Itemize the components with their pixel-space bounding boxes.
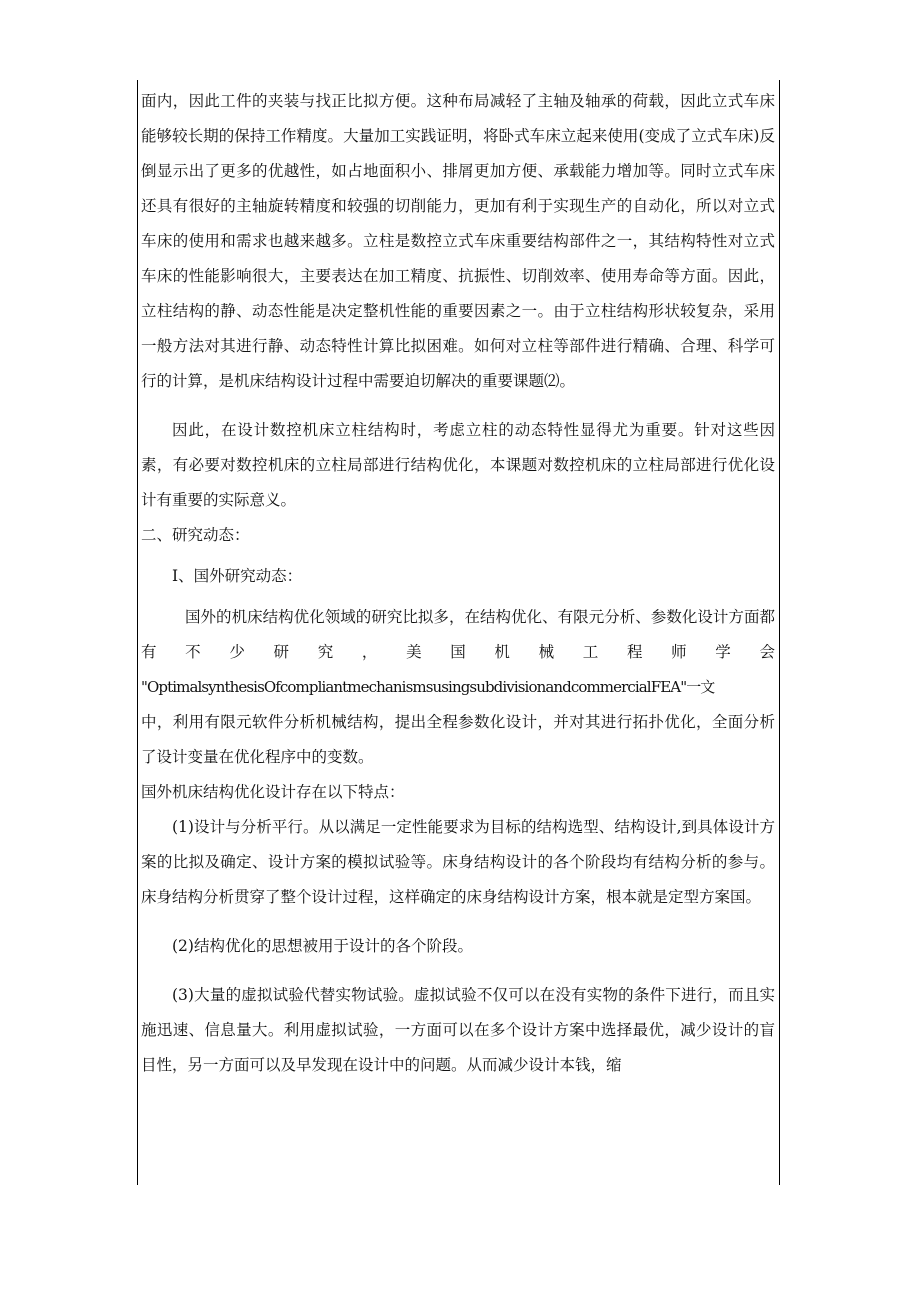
paragraph-paper-title: "OptimalsynthesisOfcompliantmechanismsusingsubdivisionandcommercialFEA"一文 [141,678,715,696]
section-heading-research-status: 二、研究动态： [141,526,250,544]
list-item-feature-1: (1)设计与分析平行。从以满足一定性能要求为目标的结构选型、结构设计,到具体设计方案的比拟及确定、设计方案的模拟试验等。床身结构设计的各个阶段均有结构分析的参与。床身结构分析贯穿了整个设计过程，这样确定的床身结构设计方案，根本就是定型方案国。 [141,818,775,906]
paragraph-vertical-lathe-intro: 面内，因此工件的夹装与找正比拟方便。这种布局减轻了主轴及轴承的荷载，因此立式车床能够较长期的保持工作精度。大量加工实践证明，将卧式车床立起来使用(变成了立式车床)反倒显示出了更多的优越性，如占地面积小、排屑更加方便、承载能力增加等。同时立式车床还具有很好的主轴旋转精度和较强的切削能力，更加有利于实现生产的自动化，所以对立式车床的使用和需求也越来越多。立柱是数控立式车床重要结构部件之一，其结构特性对立式车床的性能影响很大，主要表达在加工精度、抗振性、切削效率、使用寿命等方面。因此，立柱结构的静、动态性能是决定整机性能的重要因素之一。由于立柱结构形状较复杂，采用一般方法对其进行静、动态特性计算比拟困难。如何对立柱等部件进行精确、合理、科学可行的计算，是机床结构设计过程中需要迫切解决的重要课题⑵。 [141,92,775,390]
list-item-feature-2: (2)结构优化的思想被用于设计的各个阶段。 [172,937,473,955]
paragraph-design-significance: 因此，在设计数控机床立柱结构时，考虑立柱的动态特性显得尤为重要。针对这些因素，有必要对数控机床的立柱局部进行结构优化，本课题对数控机床的立柱局部进行优化设计有重要的实际意义。 [141,421,775,509]
document-body [141,84,775,1083]
paragraph-features-heading: 国外机床结构优化设计存在以下特点： [141,783,405,801]
paragraph-foreign-research-intro: 国外的机床结构优化领域的研究比拟多，在结构优化、有限元分析、参数化设计方面都有不少研究，美国机械工程师学会 [141,608,775,661]
subsection-heading-foreign-research: I、国外研究动态： [172,567,303,585]
paragraph-foreign-research-detail: 中，利用有限元软件分析机械结构，提出全程参数化设计，并对其进行拓扑优化，全面分析了设计变量在优化程序中的变数。 [141,713,775,766]
list-item-feature-3: (3)大量的虚拟试验代替实物试验。虚拟试验不仅可以在没有实物的条件下进行，而且实施迅速、信息量大。利用虚拟试验，一方面可以在多个设计方案中选择最优，减少设计的盲目性，另一方面可以及早发现在设计中的问题。从而减少设计本钱，缩 [141,986,775,1074]
